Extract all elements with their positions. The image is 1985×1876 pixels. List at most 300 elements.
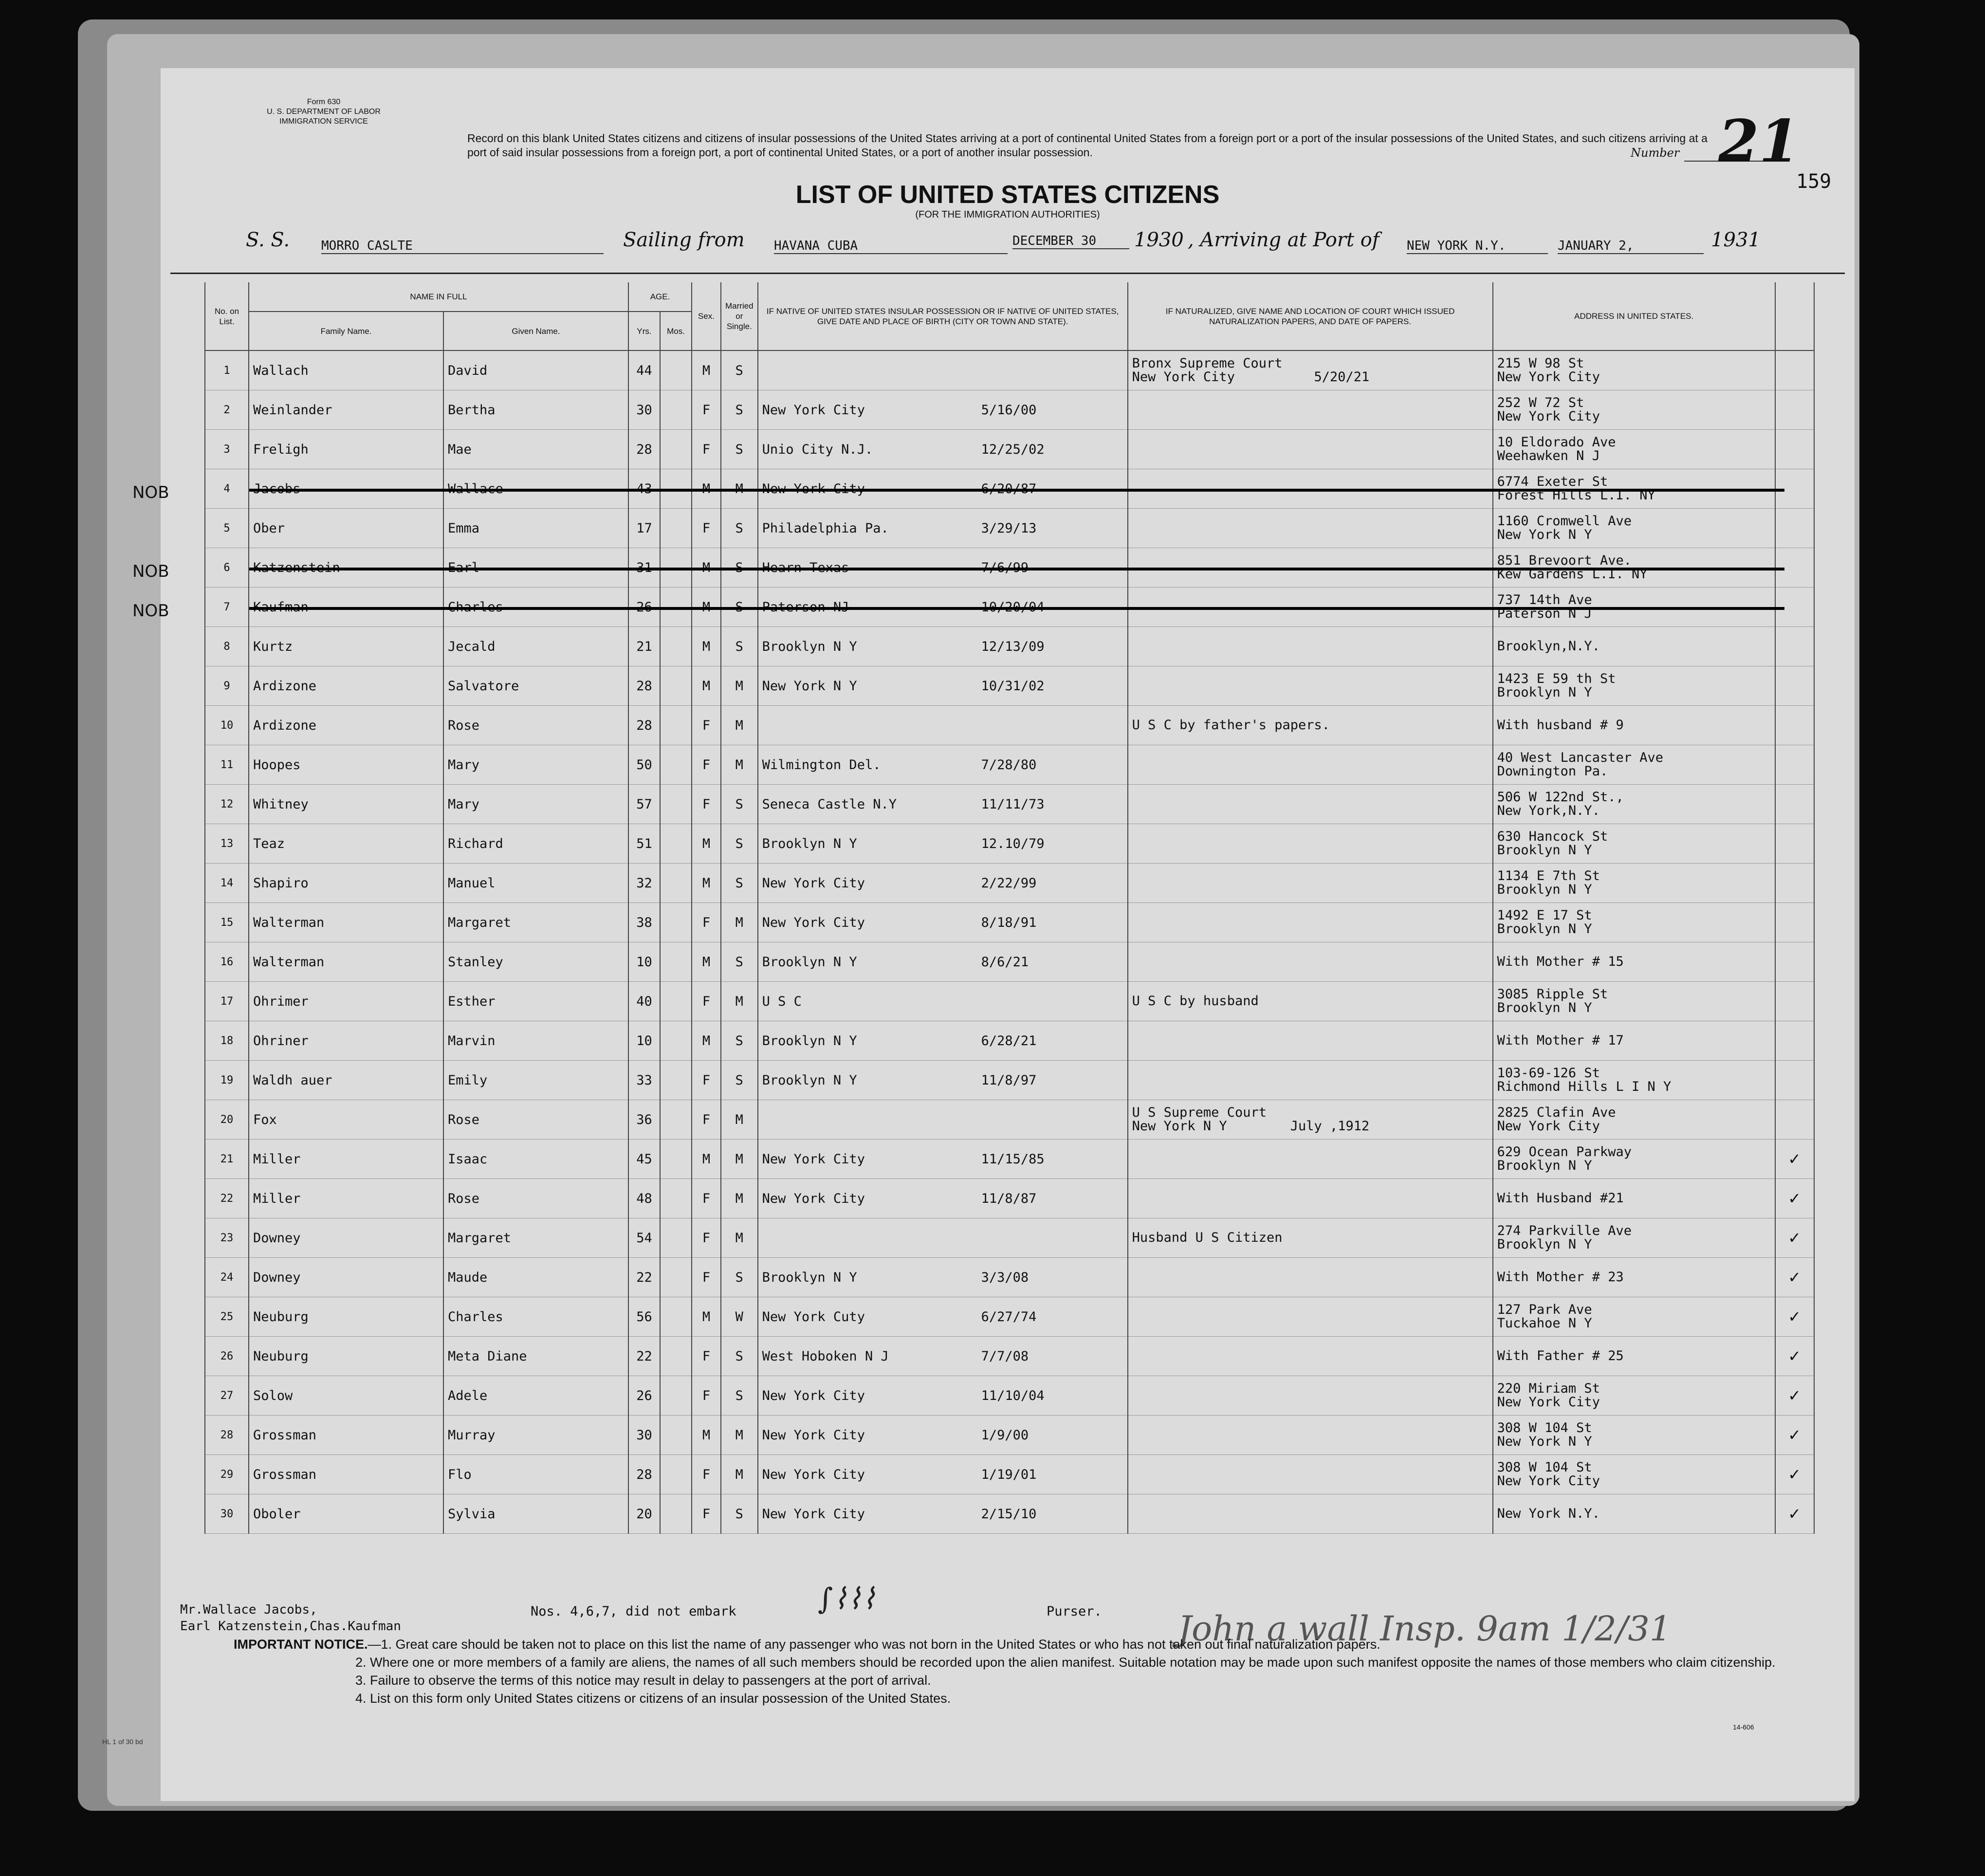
table-cell [443, 350, 628, 390]
table-cell [205, 982, 249, 1021]
table-cell [758, 1179, 1128, 1218]
table-row [205, 745, 1814, 785]
table-cell [1128, 1140, 1493, 1179]
marital-status: S [735, 875, 743, 891]
table-cell [1775, 903, 1814, 942]
table-row [205, 785, 1814, 824]
table-cell [721, 745, 758, 785]
given-name: Mary [448, 757, 480, 772]
address-line1: 215 W 98 St [1497, 356, 1584, 371]
table-cell [1128, 1416, 1493, 1455]
nob-mark: NOB [132, 561, 169, 581]
table-cell [205, 1258, 249, 1297]
age-years: 40 [636, 993, 652, 1009]
table-cell [1493, 982, 1775, 1021]
table-cell [721, 509, 758, 548]
footer-nos: Nos. 4,6,7, did not embark [531, 1604, 736, 1619]
table-cell [1493, 1258, 1775, 1297]
row-number: 20 [220, 1113, 234, 1126]
address-line1: With Mother # 23 [1497, 1269, 1624, 1285]
given-name: Meta Diane [448, 1348, 527, 1364]
row-number: 21 [220, 1153, 234, 1165]
table-cell [758, 469, 1128, 509]
table-cell [249, 1416, 443, 1455]
table-cell [1128, 1258, 1493, 1297]
birth-place: New York City [762, 1427, 865, 1443]
given-name: Rose [448, 1191, 480, 1206]
table-cell [443, 627, 628, 666]
table-cell [628, 1494, 660, 1534]
marital-status: M [735, 915, 743, 930]
given-name: Isaac [448, 1151, 488, 1167]
number-label: Number [1631, 146, 1680, 160]
address-line2: New York City [1497, 369, 1600, 385]
table-cell [205, 1218, 249, 1258]
notice-1: —1. Great care should be taken not to place on this list the name of any passenger who was not born in the United States or who has not taken out final naturalization papers. [368, 1637, 1380, 1652]
address-line1: With Father # 25 [1497, 1348, 1624, 1363]
marital-status: M [735, 1191, 743, 1206]
table-cell [628, 942, 660, 982]
sex: M [702, 678, 711, 694]
address-line2: New York N Y [1497, 1434, 1592, 1449]
table-cell [692, 864, 721, 903]
table-cell [628, 785, 660, 824]
table-cell [249, 1258, 443, 1297]
row-number: 12 [220, 798, 234, 810]
table-row [205, 1258, 1814, 1297]
given-name: Jecald [448, 639, 496, 654]
table-cell [443, 390, 628, 430]
table-cell [1493, 1455, 1775, 1494]
age-years: 38 [636, 915, 652, 930]
col-birth: IF NATIVE OF UNITED STATES INSULAR POSSESSION OR IF NATIVE OF UNITED STATES, GIVE DATE AND PLACE OF BIRTH (CITY OR TOWN AND STATE). [758, 282, 1128, 350]
table-cell [692, 1416, 721, 1455]
marital-status: S [735, 1072, 743, 1088]
check-mark-icon: ✓ [1788, 1465, 1801, 1484]
table-cell [1128, 350, 1493, 390]
marital-status: S [735, 1388, 743, 1403]
birth-date: 11/8/87 [981, 1191, 1037, 1206]
given-name: Sylvia [448, 1506, 496, 1522]
table-cell [249, 1297, 443, 1337]
header-rule [170, 273, 1845, 274]
family-name: Waldh auer [253, 1072, 332, 1088]
table-cell [1493, 903, 1775, 942]
address-line2: Paterson N J [1497, 606, 1592, 621]
table-cell [692, 588, 721, 627]
address-line2: New York City [1497, 409, 1600, 424]
check-mark-icon: ✓ [1788, 1307, 1801, 1326]
table-cell [1775, 1494, 1814, 1534]
table-cell [721, 430, 758, 469]
table-cell [721, 548, 758, 588]
table-cell [660, 1297, 692, 1337]
table-cell [1128, 785, 1493, 824]
footer-names-line1: Mr.Wallace Jacobs, [180, 1602, 317, 1617]
table-cell [721, 1140, 758, 1179]
table-cell [1493, 1494, 1775, 1534]
table-cell [692, 548, 721, 588]
table-cell [443, 1376, 628, 1416]
table-cell [758, 509, 1128, 548]
table-cell [249, 1494, 443, 1534]
table-cell [1493, 706, 1775, 745]
address-line1: 506 W 122nd St., [1497, 790, 1624, 805]
given-name: Margaret [448, 1230, 512, 1246]
address-line1: With Mother # 17 [1497, 1033, 1624, 1048]
age-years: 22 [636, 1348, 652, 1364]
table-cell [249, 864, 443, 903]
table-cell [205, 824, 249, 864]
row-number: 15 [220, 916, 234, 929]
address-line1: 103-69-126 St [1497, 1066, 1600, 1081]
address-line1: 630 Hancock St [1497, 829, 1608, 844]
row-number: 4 [223, 482, 230, 495]
table-cell [692, 745, 721, 785]
table-cell [721, 588, 758, 627]
table-cell [692, 1297, 721, 1337]
table-cell [721, 1494, 758, 1534]
table-cell [1128, 824, 1493, 864]
family-name: Kurtz [253, 639, 293, 654]
table-row [205, 350, 1814, 390]
family-name: Walterman [253, 915, 325, 930]
family-name: Jacobs [253, 481, 301, 497]
table-row [205, 509, 1814, 548]
birth-date: 12/25/02 [981, 441, 1045, 457]
table-cell [249, 1100, 443, 1140]
sex: M [702, 560, 711, 575]
table-cell [1128, 509, 1493, 548]
family-name: Downey [253, 1230, 301, 1246]
sex: M [702, 639, 711, 654]
marital-status: S [735, 1033, 743, 1048]
birth-date: 7/7/08 [981, 1348, 1029, 1364]
table-cell [758, 1140, 1128, 1179]
sex: F [702, 1506, 711, 1522]
table-cell [205, 350, 249, 390]
address-line1: 1160 Cromwell Ave [1497, 514, 1632, 529]
table-cell [1128, 903, 1493, 942]
check-mark-icon: ✓ [1788, 1347, 1801, 1365]
table-cell [1493, 430, 1775, 469]
table-cell [758, 1258, 1128, 1297]
table-cell [692, 1021, 721, 1061]
sex: F [702, 796, 711, 812]
address-line1: 3085 Ripple St [1497, 987, 1608, 1002]
table-cell [628, 548, 660, 588]
table-cell [132, 588, 249, 627]
address-line1: 1423 E 59 th St [1497, 671, 1616, 686]
table-cell [758, 1416, 1128, 1455]
given-name: Marvin [448, 1033, 496, 1048]
table-cell [249, 1061, 443, 1100]
row-number: 3 [223, 443, 230, 456]
address-line1: 629 Ocean Parkway [1497, 1144, 1632, 1159]
sailing-from: HAVANA CUBA [774, 239, 1008, 254]
table-cell [660, 1021, 692, 1061]
sex: F [702, 1467, 711, 1482]
age-years: 36 [636, 1112, 652, 1127]
table-cell [205, 430, 249, 469]
age-years: 28 [636, 441, 652, 457]
age-years: 50 [636, 757, 652, 772]
table-cell [1493, 666, 1775, 706]
table-cell [249, 350, 443, 390]
table-cell [1493, 588, 1775, 627]
table-cell [628, 864, 660, 903]
table-cell [443, 588, 628, 627]
table-cell [660, 469, 692, 509]
table-cell [692, 1258, 721, 1297]
address-line2: Brooklyn N Y [1497, 1000, 1592, 1015]
table-cell [1493, 1297, 1775, 1337]
table-cell [1493, 785, 1775, 824]
col-married: Married or Single. [721, 282, 758, 350]
arrival-port: NEW YORK N.Y. [1407, 239, 1548, 254]
table-cell [628, 1297, 660, 1337]
list-number: 21 [1718, 107, 1800, 176]
table-cell [628, 1061, 660, 1100]
table-cell [692, 1100, 721, 1140]
inspector-note: John a wall Insp. 9am 1/2/31 [1178, 1609, 1672, 1649]
age-years: 30 [636, 402, 652, 418]
marital-status: S [735, 520, 743, 536]
table-cell [758, 1061, 1128, 1100]
birth-place: Brooklyn N Y [762, 1269, 857, 1285]
table-cell [758, 1297, 1128, 1337]
row-number: 28 [220, 1429, 234, 1441]
given-name: Adele [448, 1388, 488, 1403]
sex: F [702, 1269, 711, 1285]
marital-status: M [735, 1467, 743, 1482]
table-cell [628, 1376, 660, 1416]
row-number: 18 [220, 1034, 234, 1047]
table-cell [721, 706, 758, 745]
family-name: Ardizone [253, 717, 317, 733]
birth-date: 3/3/08 [981, 1269, 1029, 1285]
col-check [1775, 282, 1814, 350]
birth-place: New York City [762, 1467, 865, 1482]
table-cell [1775, 666, 1814, 706]
naturalization-line2: New York City 5/20/21 [1132, 369, 1370, 385]
table-cell [628, 350, 660, 390]
table-cell [660, 864, 692, 903]
age-years: 48 [636, 1191, 652, 1206]
table-cell [660, 1376, 692, 1416]
table-cell [628, 430, 660, 469]
table-cell [443, 745, 628, 785]
birth-place: New York City [762, 875, 865, 891]
table-cell [1128, 666, 1493, 706]
table-cell [758, 1376, 1128, 1416]
birth-place: New York City [762, 1388, 865, 1403]
address-line1: 10 Eldorado Ave [1497, 435, 1616, 450]
col-given: Given Name. [443, 312, 628, 350]
table-cell [692, 1061, 721, 1100]
table-cell [1775, 785, 1814, 824]
age-years: 56 [636, 1309, 652, 1324]
family-name: Miller [253, 1191, 301, 1206]
table-cell [1128, 1455, 1493, 1494]
table-cell [1775, 706, 1814, 745]
family-name: Walterman [253, 954, 325, 970]
arrival-year: 1931 [1711, 229, 1761, 251]
table-cell [692, 1179, 721, 1218]
footer-names [180, 1601, 401, 1635]
table-row [205, 1179, 1814, 1218]
table-cell [1775, 1179, 1814, 1218]
table-cell [660, 785, 692, 824]
table-cell [443, 1494, 628, 1534]
table-cell [721, 1416, 758, 1455]
table-cell [1775, 1258, 1814, 1297]
table-cell [1775, 1376, 1814, 1416]
marital-status: W [735, 1309, 743, 1324]
table-cell [1775, 1218, 1814, 1258]
table-cell [721, 666, 758, 706]
table-cell [205, 785, 249, 824]
table-cell [628, 706, 660, 745]
table-cell [660, 1100, 692, 1140]
table-cell [660, 390, 692, 430]
table-cell [758, 1455, 1128, 1494]
table-cell [628, 627, 660, 666]
table-cell [1775, 1061, 1814, 1100]
age-years: 21 [636, 639, 652, 654]
page-subtitle: (FOR THE IMMIGRATION AUTHORITIES) [915, 209, 1100, 220]
birth-date: 5/16/00 [981, 402, 1037, 418]
address-line1: 6774 Exeter St [1497, 474, 1608, 489]
address-line1: 737 14th Ave [1497, 592, 1592, 607]
age-years: 57 [636, 796, 652, 812]
table-cell [1775, 469, 1814, 509]
table-cell [1775, 548, 1814, 588]
sex: M [702, 599, 711, 615]
table-cell [443, 548, 628, 588]
table-cell [692, 390, 721, 430]
table-cell [249, 785, 443, 824]
table-cell [628, 1100, 660, 1140]
sex: F [702, 441, 711, 457]
table-cell [249, 390, 443, 430]
birth-place: Hearn Texas [762, 560, 849, 575]
table-cell [1493, 1179, 1775, 1218]
table-cell [1493, 864, 1775, 903]
table-cell [628, 1021, 660, 1061]
row-number: 13 [220, 837, 234, 850]
table-cell [1775, 1337, 1814, 1376]
table-cell [1775, 509, 1814, 548]
marital-status: S [735, 402, 743, 418]
table-cell [443, 430, 628, 469]
address-line2: New York City [1497, 1395, 1600, 1410]
table-cell [628, 982, 660, 1021]
table-cell [721, 982, 758, 1021]
table-cell [758, 548, 1128, 588]
family-name: Grossman [253, 1427, 317, 1443]
table-cell [249, 548, 443, 588]
birth-date: 11/11/73 [981, 796, 1045, 812]
age-years: 26 [636, 599, 652, 615]
table-cell [1128, 1100, 1493, 1140]
row-number: 26 [220, 1350, 234, 1362]
row-number: 17 [220, 995, 234, 1008]
col-naturalized: IF NATURALIZED, GIVE NAME AND LOCATION OF COURT WHICH ISSUED NATURALIZATION PAPERS, AND DATE OF PAPERS. [1128, 282, 1493, 350]
marital-status: M [735, 678, 743, 694]
strike-line [1493, 489, 1784, 492]
sex: F [702, 915, 711, 930]
table-cell [721, 469, 758, 509]
naturalization-line1: U S C by husband [1132, 993, 1259, 1009]
naturalization-line2: New York N Y July ,1912 [1132, 1119, 1370, 1134]
sex: F [702, 1348, 711, 1364]
address-line2: New York N Y [1497, 527, 1592, 542]
intro-text: Record on this blank United States citizens and citizens of insular possessions of the United States arriving at a port of continental United States from a foreign port or a port of the insular possessions of the United States, and such citizens arriving at a port of said insular possessions from a foreign port, a port of continental United States, or a port of another insular possession. [467, 132, 1708, 159]
notice-3: 3. Failure to observe the terms of this notice may result in delay to passengers at the port of arrival. [355, 1673, 931, 1688]
table-cell [249, 706, 443, 745]
birth-place: New York Cuty [762, 1309, 865, 1324]
table-row [205, 1218, 1814, 1258]
table-cell [758, 706, 1128, 745]
table-cell [721, 1376, 758, 1416]
table-row [205, 1494, 1814, 1534]
row-number: 16 [220, 956, 234, 968]
strike-line [249, 568, 453, 570]
col-yrs: Yrs. [628, 312, 660, 350]
table-cell [1775, 1297, 1814, 1337]
given-name: Earl [448, 560, 480, 575]
table-cell [692, 430, 721, 469]
given-name: David [448, 363, 488, 378]
table-cell [660, 1258, 692, 1297]
address-line1: 1134 E 7th St [1497, 868, 1600, 883]
table-cell [721, 1100, 758, 1140]
birth-date: 11/8/97 [981, 1072, 1037, 1088]
table-cell [692, 1494, 721, 1534]
table-cell [249, 1021, 443, 1061]
table-cell [660, 588, 692, 627]
arriving-label: , Arriving at Port of [1188, 229, 1379, 251]
address-line1: 1492 E 17 St [1497, 908, 1592, 923]
marital-status: S [735, 599, 743, 615]
col-mos: Mos. [660, 312, 692, 350]
table-cell [758, 1337, 1128, 1376]
strike-line [758, 489, 1137, 492]
table-cell [443, 1258, 628, 1297]
birth-place: New York City [762, 481, 865, 497]
ss-label: S. S. [246, 229, 290, 251]
given-name: Emma [448, 520, 480, 536]
family-name: Weinlander [253, 402, 332, 418]
family-name: Ohriner [253, 1033, 309, 1048]
important-notice [234, 1636, 1816, 1708]
table-cell [249, 942, 443, 982]
table-cell [443, 785, 628, 824]
age-years: 10 [636, 1033, 652, 1048]
check-mark-icon: ✓ [1788, 1505, 1801, 1523]
sex: F [702, 1112, 711, 1127]
table-cell [721, 1218, 758, 1258]
table-cell [205, 1021, 249, 1061]
table-cell [249, 1337, 443, 1376]
row-number: 14 [220, 877, 234, 889]
table-cell [443, 942, 628, 982]
table-cell [205, 666, 249, 706]
birth-date: 3/29/13 [981, 520, 1037, 536]
sailing-label: Sailing from [623, 229, 745, 251]
age-years: 22 [636, 1269, 652, 1285]
